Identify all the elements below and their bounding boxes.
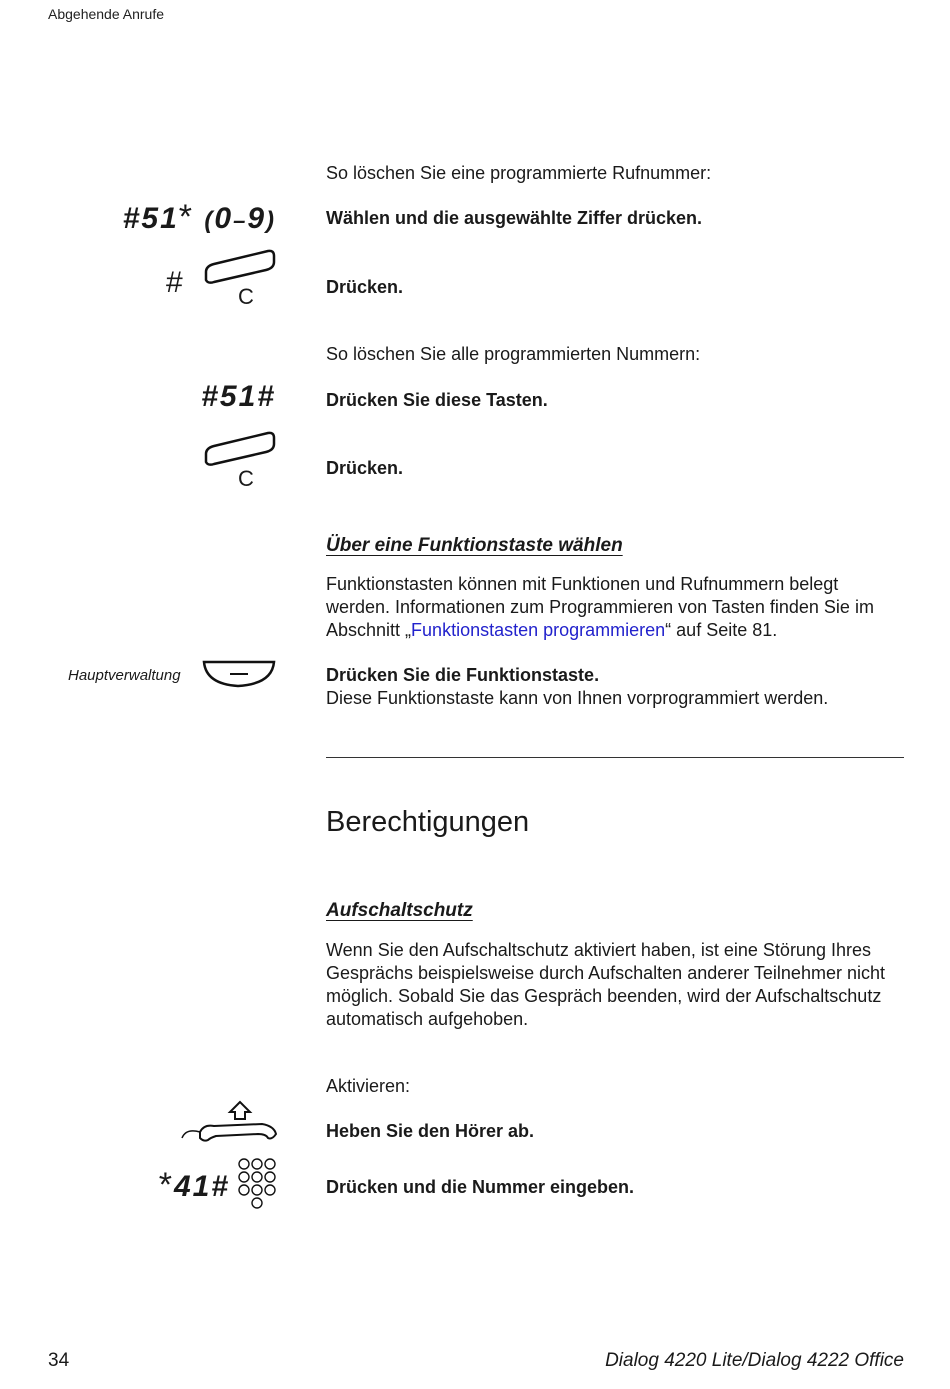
- page-number: 34: [48, 1350, 70, 1371]
- handset-lift-icon: [178, 1098, 282, 1146]
- footer-title: Dialog 4220 Lite/Dialog 4222 Office: [605, 1350, 904, 1371]
- hash-symbol: #: [166, 266, 185, 299]
- star-symbol: *: [178, 198, 195, 236]
- paren-close: ): [266, 207, 276, 234]
- intrusion-paragraph: Wenn Sie den Aufschaltschutz aktiviert haben, ist eine Störung Ihres Gesprächs beispielsweise durch Aufschalten anderer Teilnehmer nicht möglich. Sobald Sie das Gespräch beenden, wird der Aufschaltschutz automatisch aufgehoben.: [326, 940, 885, 1029]
- clear-key-letter-2: C: [238, 466, 254, 491]
- section-title: Berechtigungen: [326, 806, 530, 838]
- activate-code: [159, 1166, 230, 1205]
- paren-open: (: [204, 207, 215, 234]
- delete-one-intro: So löschen Sie eine programmierte Rufnummer:: [326, 163, 712, 183]
- paragraph-text-end: “ auf Seite 81.: [665, 620, 778, 640]
- running-header: Abgehende Anrufe: [48, 6, 164, 22]
- code-prefix: #51: [122, 202, 179, 235]
- delete-all-step1: Drücken Sie diese Tasten.: [326, 390, 548, 410]
- clear-key-letter: C: [238, 284, 254, 309]
- delete-all-intro: So löschen Sie alle programmierten Nummern:: [326, 344, 701, 364]
- activate-step2: Drücken und die Nummer eingeben.: [326, 1177, 635, 1197]
- delete-one-code: [123, 198, 276, 237]
- delete-one-step2: Drücken.: [326, 277, 404, 297]
- delete-one-step1: Wählen und die ausgewählte Ziffer drücken.: [326, 208, 703, 228]
- delete-all-step2: Drücken.: [326, 458, 404, 478]
- paragraph-text: Funktionstasten können mit Funktionen und Rufnummern belegt werden. Informationen zum Programmieren von Tasten finden Sie im Abschnitt „: [326, 574, 874, 640]
- keypad-icon: [236, 1157, 280, 1213]
- function-key-label: Hauptverwaltung: [68, 667, 181, 684]
- star-symbol-2: *: [158, 1166, 174, 1204]
- range-start: 0: [214, 202, 234, 235]
- activate-code-digits: 41#: [173, 1170, 230, 1203]
- delete-all-code: #51#: [201, 380, 276, 413]
- activate-label: Aktivieren:: [326, 1076, 411, 1096]
- activate-step1: Heben Sie den Hörer ab.: [326, 1121, 535, 1141]
- function-key-step: Drücken Sie die Funktionstaste.: [326, 665, 600, 685]
- function-key-icon: [200, 656, 280, 692]
- range-sep: –: [233, 208, 248, 233]
- intrusion-heading: Aufschaltschutz: [326, 900, 473, 921]
- programming-link[interactable]: Funktionstasten programmieren: [411, 620, 666, 640]
- function-key-note: Diese Funktionstaste kann von Ihnen vorprogrammiert werden.: [326, 688, 829, 708]
- function-key-heading: Über eine Funktionstaste wählen: [326, 535, 623, 556]
- range-end: 9: [247, 202, 266, 235]
- function-key-paragraph: [326, 573, 904, 642]
- section-divider: [326, 757, 904, 758]
